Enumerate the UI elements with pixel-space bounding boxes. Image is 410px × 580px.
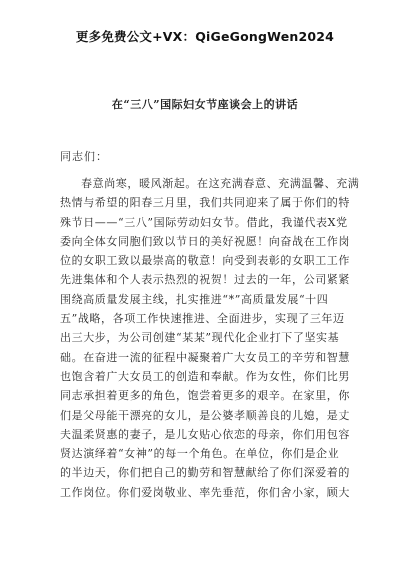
body-line: 热情与希望的阳春三月里，我们共同迎来了属于你们的特 xyxy=(60,196,350,210)
body-line: 先进集体和个人表示热烈的祝贺！过去的一年，公司紧紧 xyxy=(60,273,350,287)
body-line: 出三大步，为公司创建“某某”现代化企业打下了坚实基 xyxy=(60,331,340,345)
body-line: 贤达演绎着“女神”的每一个角色。在单位，你们是企业 xyxy=(60,447,340,461)
body-line: 春意尚寒，暖风渐起。在这充满春意、充满温馨、充满 xyxy=(81,177,360,190)
watermark-header: 更多免费公文+VX：QiGeGongWen2024 xyxy=(75,29,335,44)
body-line: 工作岗位。你们爱岗敬业、率先垂范，你们舍小家，顾大 xyxy=(60,485,350,499)
body-line: 五”战略，各项工作快速推进、全面进步，实现了三年迈 xyxy=(60,312,345,326)
document-title: 在“三八”国际妇女节座谈会上的讲话 xyxy=(111,98,299,111)
body-line: 们是父母能干漂亮的女儿，是公婆孝顺善良的儿媳，是丈 xyxy=(60,408,350,422)
body-line: 围绕高质量发展主线，扎实推进“*”高质量发展“十四 xyxy=(60,292,329,306)
body-line: 殊节日——“三八”国际劳动妇女节。借此，我谨代表X党 xyxy=(60,215,348,229)
body-text xyxy=(60,174,360,502)
body-line: 也饱含着广大女员工的创造和奉献。作为女性，你们比男 xyxy=(60,369,350,383)
salutation: 同志们： xyxy=(60,150,108,163)
body-line: 础。在奋进一流的征程中凝聚着广大女员工的辛劳和智慧 xyxy=(60,350,350,364)
body-line: 委向全体女同胞们致以节日的美好祝愿！向奋战在工作岗 xyxy=(60,234,350,248)
body-line: 位的女职工致以最崇高的敬意！向受到表彰的女职工工作 xyxy=(60,254,350,268)
body-line: 同志承担着更多的角色，饱尝着更多的艰辛。在家里，你 xyxy=(60,389,350,403)
body-line: 夫温柔贤惠的妻子，是儿女贴心依恋的母亲，你们用包容 xyxy=(60,427,350,441)
body-line: 的半边天，你们把自己的勤劳和智慧献给了你们深爱着的 xyxy=(60,466,350,480)
